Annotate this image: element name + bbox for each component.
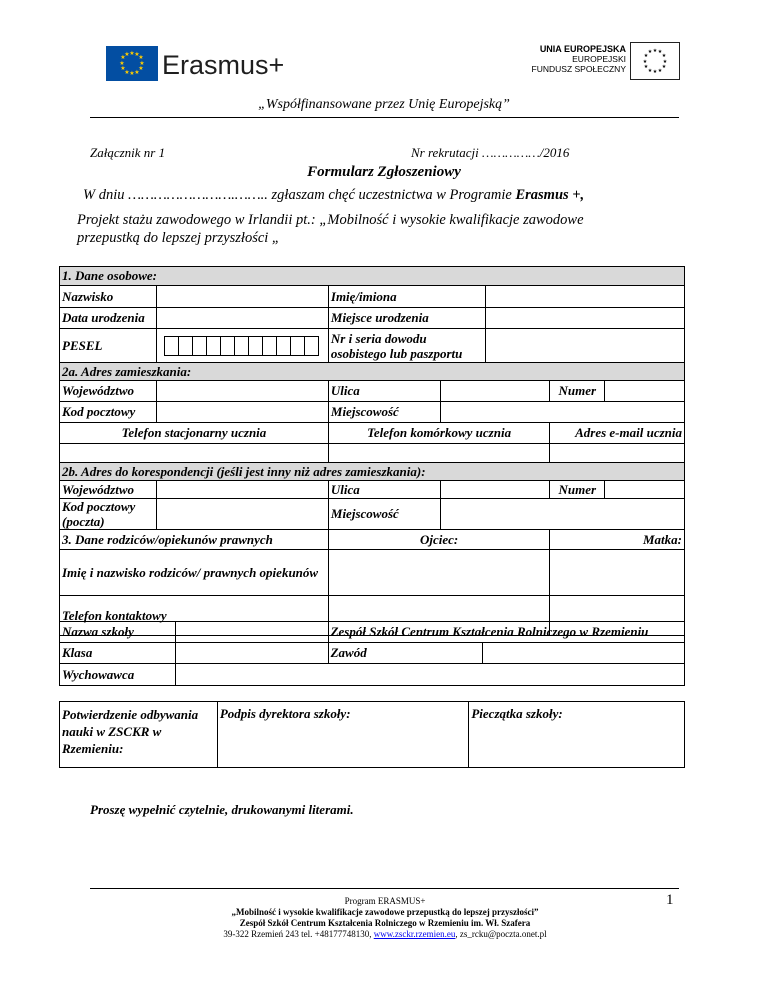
- application-form-table: [59, 266, 685, 636]
- footer-contact: 39-322 Rzemień 243 tel. +48177748130, www.zsckr.rzemien.eu, zs_rcku@poczta.onet.pl: [223, 929, 547, 939]
- input-town-2[interactable]: [440, 499, 684, 530]
- input-tutor[interactable]: [175, 664, 684, 686]
- input-postal-code-2[interactable]: [156, 499, 328, 530]
- svg-text:★: ★: [139, 60, 145, 67]
- school-name-value: Zespół Szkół Centrum Kształcenia Rolniczego w Rzemieniu: [328, 622, 684, 643]
- label-number-2: Numer: [550, 481, 605, 499]
- eu-flag-outline-logo: [630, 42, 680, 80]
- fill-instruction: Proszę wypełnić czytelnie, drukowanymi literami.: [90, 802, 354, 817]
- section-parents: 3. Dane rodziców/opiekunów prawnych: [60, 530, 329, 550]
- label-confirmation: Potwierdzenie odbywania nauki w ZSCKR w Rzemieniu:: [60, 702, 218, 768]
- input-number-2[interactable]: [605, 481, 685, 499]
- svg-text:★: ★: [657, 49, 663, 55]
- label-town: Miejscowość: [328, 402, 440, 423]
- input-first-name[interactable]: [485, 286, 684, 308]
- svg-text:★: ★: [647, 68, 653, 74]
- input-profession[interactable]: [483, 643, 685, 664]
- input-id-number[interactable]: [485, 329, 684, 363]
- school-table: [59, 621, 685, 686]
- input-email[interactable]: [550, 444, 685, 463]
- footer: [120, 896, 650, 940]
- svg-text:★: ★: [657, 68, 663, 74]
- cofinanced-line: „Współfinansowane przez Unię Europejską”: [258, 97, 510, 112]
- label-number: Numer: [550, 381, 605, 402]
- label-surname: Nazwisko: [60, 286, 157, 308]
- svg-text:★: ★: [661, 64, 667, 70]
- label-email: Adres e-mail ucznia: [550, 423, 685, 444]
- project-description: Projekt stażu zawodowego w Irlandii pt.: „Mobilność i wysokie kwalifikacje zawodowe przepustką do lepszej przyszłości „: [77, 212, 584, 246]
- label-mother: Matka:: [550, 530, 685, 550]
- input-pesel[interactable]: [156, 329, 328, 363]
- recruitment-number: Nr rekrutacji ……………/2016: [411, 145, 570, 160]
- intro-line: W dniu …………………….…….. zgłaszam chęć uczestnictwa w Programie Erasmus +,: [83, 187, 585, 203]
- label-mobile: Telefon komórkowy ucznia: [328, 423, 549, 444]
- svg-text:★: ★: [124, 69, 130, 76]
- footer-school: Zespół Szkół Centrum Kształcenia Rolniczego w Rzemieniu im. Wł. Szafera: [239, 918, 531, 928]
- label-contact-phone: Telefon kontaktowy: [60, 596, 329, 636]
- svg-text:★: ★: [138, 65, 144, 72]
- header-divider: [90, 117, 679, 118]
- label-voivodeship-2: Województwo: [60, 481, 157, 499]
- footer-program: Program ERASMUS+: [344, 896, 426, 906]
- svg-text:★: ★: [138, 54, 144, 61]
- svg-text:★: ★: [643, 64, 649, 70]
- label-first-name: Imię/imiona: [328, 286, 485, 308]
- label-town-2: Miejscowość: [328, 499, 440, 530]
- input-school[interactable]: [175, 622, 328, 643]
- input-number[interactable]: [605, 381, 685, 402]
- input-town[interactable]: [440, 402, 684, 423]
- input-street-2[interactable]: [440, 481, 550, 499]
- label-postal-code-2: Kod pocztowy (poczta): [60, 499, 157, 530]
- label-profession: Zawód: [328, 643, 483, 664]
- input-voivodeship-2[interactable]: [156, 481, 328, 499]
- confirmation-table: [59, 701, 685, 768]
- footer-divider: [90, 888, 679, 889]
- input-surname[interactable]: [156, 286, 328, 308]
- input-birth-place[interactable]: [485, 308, 684, 329]
- annex-label: Załącznik nr 1: [90, 145, 166, 160]
- label-father: Ojciec:: [328, 530, 549, 550]
- label-parents-names: Imię i nazwisko rodziców/ prawnych opiekunów: [60, 550, 329, 596]
- section-personal: 1. Dane osobowe:: [60, 267, 685, 286]
- stamp-field[interactable]: Pieczątka szkoły:: [469, 702, 685, 768]
- svg-text:★: ★: [647, 49, 653, 55]
- footer-project: „Mobilność i wysokie kwalifikacje zawodowe przepustką do lepszej przyszłości”: [231, 907, 539, 917]
- svg-text:★: ★: [662, 59, 668, 65]
- svg-text:★: ★: [134, 51, 140, 58]
- section-residence: 2a. Adres zamieszkania:: [60, 363, 685, 381]
- input-postal-code[interactable]: [156, 402, 328, 423]
- label-postal-code: Kod pocztowy: [60, 402, 157, 423]
- svg-text:★: ★: [134, 69, 140, 76]
- label-pesel: PESEL: [60, 329, 157, 363]
- erasmus-logo-text: Erasmus+: [162, 50, 285, 80]
- svg-text:★: ★: [652, 69, 658, 75]
- svg-text:★: ★: [643, 53, 649, 59]
- input-father-name[interactable]: [328, 550, 549, 596]
- eu-fund-text: UNIA EUROPEJSKA EUROPEJSKI FUNDUSZ SPOŁECZNY: [531, 44, 626, 74]
- label-class: Klasa: [60, 643, 176, 664]
- input-class[interactable]: [175, 643, 328, 664]
- input-mobile[interactable]: [328, 444, 549, 463]
- svg-text:★: ★: [661, 53, 667, 59]
- page-number: 1: [666, 892, 674, 908]
- svg-text:★: ★: [652, 48, 658, 54]
- footer-website-link[interactable]: www.zsckr.rzemien.eu: [373, 929, 456, 939]
- label-id-number: Nr i seria dowodu osobistego lub paszportu: [328, 329, 485, 363]
- label-street-2: Ulica: [328, 481, 440, 499]
- svg-text:★: ★: [642, 59, 648, 65]
- svg-text:★: ★: [120, 54, 126, 61]
- svg-text:★: ★: [119, 60, 125, 67]
- svg-text:★: ★: [124, 51, 130, 58]
- input-mother-name[interactable]: [550, 550, 685, 596]
- input-landline[interactable]: [60, 444, 329, 463]
- input-birth-date[interactable]: [156, 308, 328, 329]
- svg-text:★: ★: [129, 50, 135, 57]
- section-correspondence: 2b. Adres do korespondencji (jeśli jest inny niż adres zamieszkania):: [60, 463, 685, 481]
- label-landline: Telefon stacjonarny ucznia: [60, 423, 329, 444]
- svg-text:★: ★: [129, 70, 135, 77]
- signature-field[interactable]: Podpis dyrektora szkoły:: [217, 702, 469, 768]
- form-title: Formularz Zgłoszeniowy: [307, 164, 461, 180]
- input-street[interactable]: [440, 381, 550, 402]
- label-birth-place: Miejsce urodzenia: [328, 308, 485, 329]
- label-school: Nazwa szkoły: [60, 622, 176, 643]
- label-voivodeship: Województwo: [60, 381, 157, 402]
- eu-flag-logo: [106, 46, 158, 81]
- svg-text:★: ★: [120, 65, 126, 72]
- label-birth-date: Data urodzenia: [60, 308, 157, 329]
- label-tutor: Wychowawca: [60, 664, 176, 686]
- label-street: Ulica: [328, 381, 440, 402]
- input-voivodeship[interactable]: [156, 381, 328, 402]
